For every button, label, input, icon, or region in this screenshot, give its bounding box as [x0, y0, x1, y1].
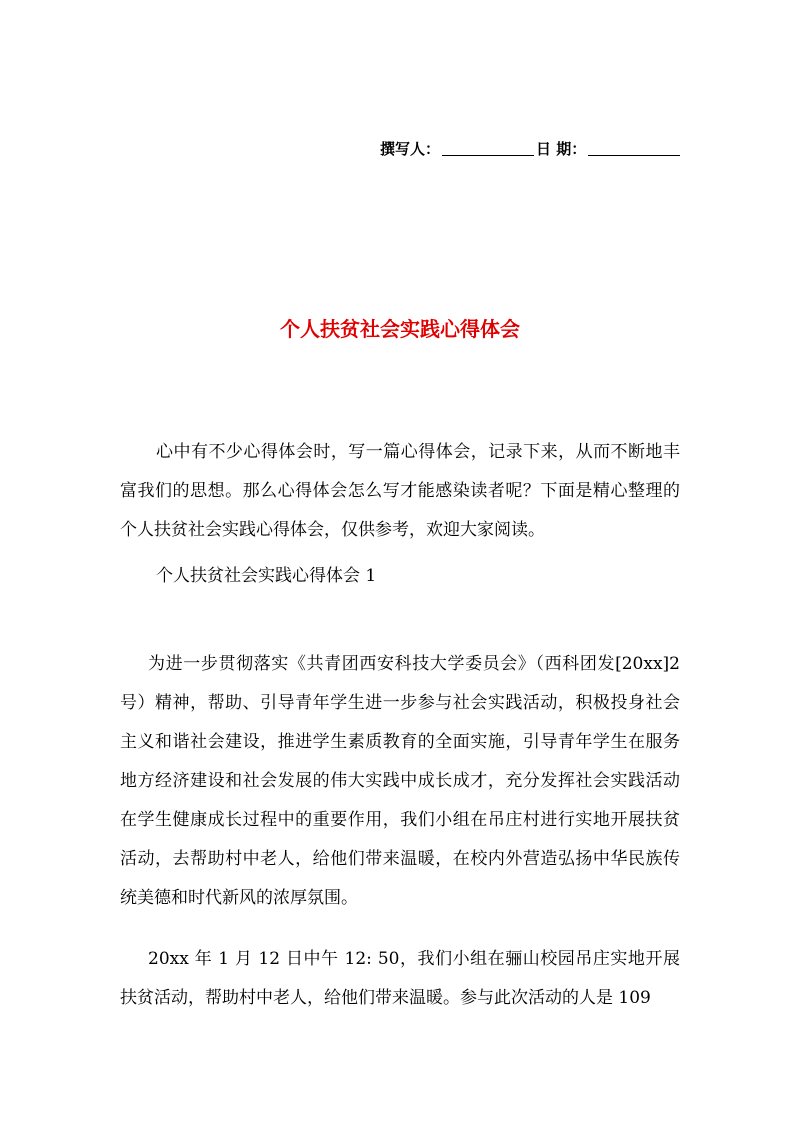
author-blank — [442, 141, 534, 156]
body-paragraph-2: 20xx 年 1 月 12 日中午 12: 50，我们小组在骊山校园吊庄实地开展扶贫活动，帮助村中老人，给他们带来温暖。参与此次活动的人是 109 — [120, 949, 680, 1008]
section-subtitle: 个人扶贫社会实践心得体会 1 — [156, 566, 377, 586]
date-label: 日 期： — [536, 140, 587, 158]
date-blank — [588, 141, 680, 156]
intro-paragraph: 心中有不少心得体会时，写一篇心得体会，记录下来，从而不断地丰富我们的思想。那么心得体会怎么写才能感染读者呢？下面是精心整理的个人扶贫社会实践心得体会，仅供参考，欢迎大家阅读。 — [120, 442, 680, 540]
document-title: 个人扶贫社会实践心得体会 — [280, 317, 520, 341]
author-label: 撰写人： — [380, 140, 441, 158]
body-paragraph-1: 为进一步贯彻落实《共青团西安科技大学委员会》（西科团发[20xx]2号）精神，帮助、引导青年学生进一步参与社会实践活动，积极投身社会主义和谐社会建设，推进学生素质教育的全面实施，引导青年学生在服务地方经济建设和社会发展的伟大实践中成长成才，充分发挥社会实践活动在学生健康成长过程中的重要作用，我们小组在吊庄村进行实地开展扶贫活动，去帮助村中老人，给他们带来温暖，在校内外营造弘扬中华民族传统美德和时代新风的浓厚氛围。 — [120, 654, 680, 908]
author-date-line — [380, 138, 682, 159]
